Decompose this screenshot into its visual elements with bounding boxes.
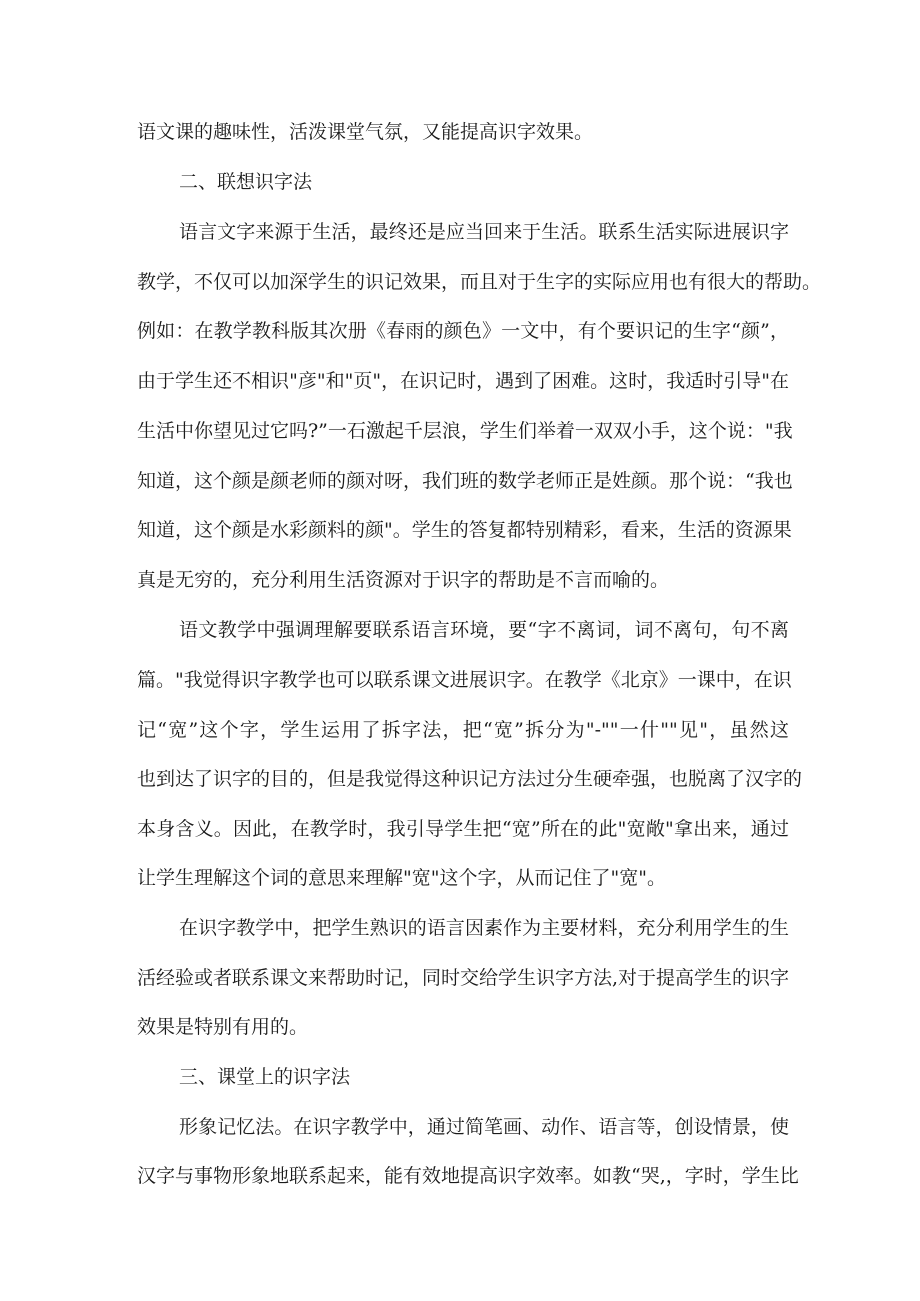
text-line: 记“宽”这个字，学生运用了拆字法，把“宽”拆分为"-""一什""见"，虽然这 [137,719,789,741]
text-line: 知道，这个颜是颜老师的颜对呀，我们班的数学老师正是姓颜。那个说：“我也 [137,470,793,492]
text-line: 生活中你望见过它吗?”一石激起千层浪，学生们举着一双双小手，这个说："我 [137,420,793,442]
text-line: 语言文字来源于生活，最终还是应当回来于生活。联系生活实际进展识字 [179,221,789,243]
text-line: 语文课的趣味性，活泼课堂气氛，又能提高识字效果。 [137,121,594,143]
text-line: 让学生理解这个词的意思来理解"宽"这个字，从而记住了"宽"。 [137,867,666,889]
text-line: 效果是特别有用的。 [137,1016,309,1038]
text-line: 汉字与事物形象地联系起来，能有效地提高识字效率。如教“哭,，字时，学生比 [137,1165,799,1187]
text-line: 真是无穷的，充分利用生活资源对于识字的帮助是不言而喻的。 [137,569,670,591]
text-line: 也到达了识字的目的，但是我觉得这种识记方法过分生硬牵强，也脱离了汉字的 [137,768,803,790]
text-line: 活经验或者联系课文来帮助时记，同时交给学生识字方法,对于提高学生的识字 [137,967,790,989]
section-heading: 三、课堂上的识字法 [179,1066,351,1088]
text-line: 语文教学中强调理解要联系语言环境，要“字不离词，词不离句，句不离 [179,619,789,641]
section-heading: 二、联想识字法 [179,171,313,193]
text-line: 篇。"我觉得识字教学也可以联系课文进展识字。在教学《北京》一课中，在识 [137,669,792,691]
text-line: 本身含义。因此，在教学时，我引导学生把“宽”所在的此"宽敞"拿出来，通过 [137,818,789,840]
text-line: 形象记忆法。在识字教学中，通过简笔画、动作、语言等，创设情景，使 [179,1116,789,1138]
text-line: 由于学生还不相识"彦"和"页"，在识记时，遇到了困难。这时，我适时引导"在 [137,370,789,392]
text-line: 教学，不仅可以加深学生的识记效果，而且对于生字的实际应用也有很大的帮助。 [137,271,822,293]
text-line: 知道，这个颜是水彩颜料的颜"。学生的答复都特别精彩，看来，生活的资源果 [137,519,792,541]
text-line: 在识字教学中，把学生熟识的语言因素作为主要材料，充分利用学生的生 [179,917,789,939]
text-line: 例如：在教学教科版其次册《春雨的颜色》一文中，有个要识记的生字“颜”， [137,320,789,342]
